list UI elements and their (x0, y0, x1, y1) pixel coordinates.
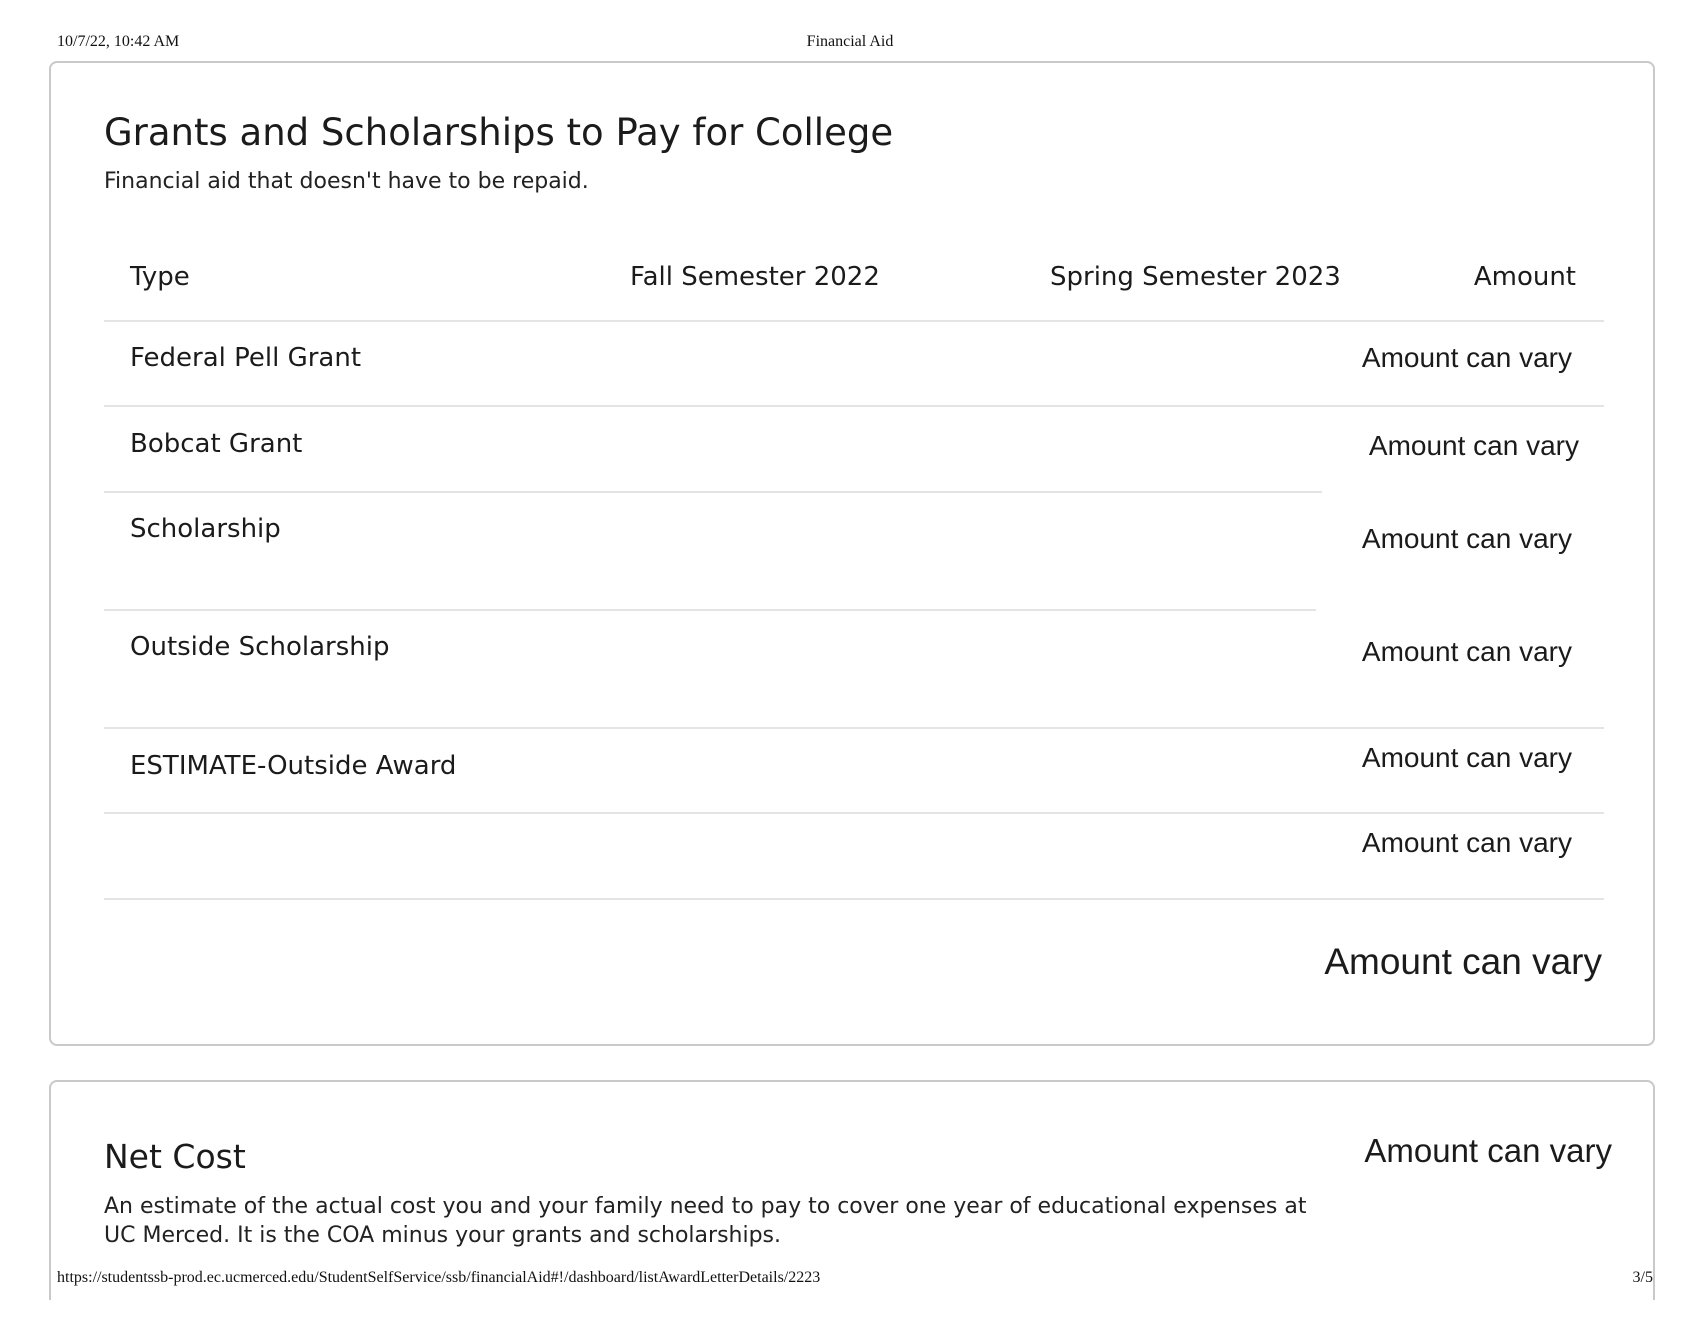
row-amount-unlabeled: Amount can vary (1361, 827, 1572, 858)
row-divider (104, 491, 1322, 493)
print-page-title: Financial Aid (806, 33, 894, 50)
net-cost-description: An estimate of the actual cost you and your family need to pay to cover one year of educational expenses at UC Merced. It is the COA minus your grants and scholarships. (104, 1194, 1307, 1248)
print-url: https://studentssb-prod.ec.ucmerced.edu/StudentSelfService/ssb/financialAid#!/dashboard/listAwardLetterDetails/2223 (57, 1269, 821, 1286)
grants-scholarships-card (49, 61, 1655, 1046)
grants-subtitle: Financial aid that doesn't have to be repaid. (104, 169, 589, 194)
column-header-amount: Amount (1473, 262, 1576, 292)
row-divider (104, 898, 1604, 900)
row-amount-estimate-outside-award: Amount can vary (1361, 742, 1572, 773)
net-cost-card (49, 1080, 1655, 1300)
row-amount-scholarship: Amount can vary (1361, 523, 1572, 554)
row-type-bobcat-grant: Bobcat Grant (130, 429, 303, 459)
row-divider (104, 405, 1604, 407)
grants-title: Grants and Scholarships to Pay for College (104, 111, 894, 154)
column-header-type: Type (130, 262, 190, 292)
row-type-federal-pell-grant: Federal Pell Grant (130, 343, 362, 373)
row-type-estimate-outside-award: ESTIMATE-Outside Award (130, 751, 457, 781)
row-type-scholarship: Scholarship (130, 514, 281, 544)
net-cost-amount: Amount can vary (1364, 1132, 1612, 1169)
grants-total-amount: Amount can vary (1324, 941, 1602, 982)
row-divider (104, 727, 1604, 729)
row-divider (104, 609, 1316, 611)
column-header-fall: Fall Semester 2022 (630, 262, 880, 292)
row-type-outside-scholarship: Outside Scholarship (130, 632, 390, 662)
row-amount-outside-scholarship: Amount can vary (1361, 636, 1572, 667)
row-amount-federal-pell-grant: Amount can vary (1361, 342, 1572, 373)
column-header-spring: Spring Semester 2023 (1050, 262, 1341, 292)
print-date: 10/7/22, 10:42 AM (57, 33, 180, 50)
header-divider (104, 320, 1604, 322)
row-divider (104, 812, 1604, 814)
row-amount-bobcat-grant: Amount can vary (1368, 430, 1579, 461)
page-number: 3/5 (1632, 1269, 1653, 1286)
net-cost-title: Net Cost (104, 1137, 246, 1176)
